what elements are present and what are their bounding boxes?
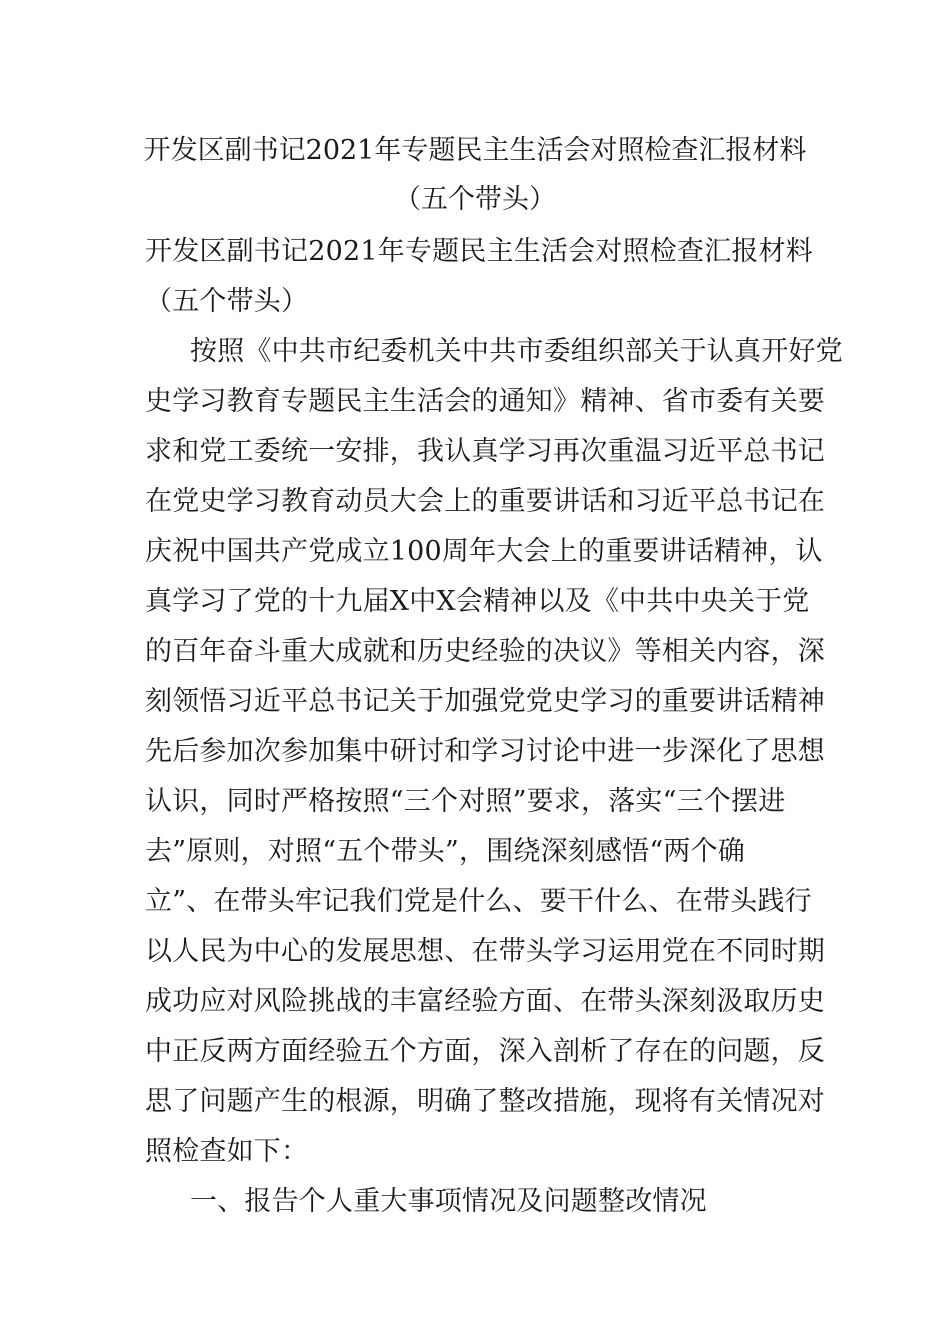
body-line: 去”原则，对照“五个带头”，围绕深刻感悟“两个确 bbox=[145, 836, 746, 867]
body-line: 刻领悟习近平总书记关于加强党党史学习的重要讲话精神 bbox=[145, 686, 825, 717]
document-title-line-2: （五个带头） bbox=[394, 184, 556, 215]
body-line: 立”、在带头牢记我们党是什么、要干什么、在带头践行 bbox=[145, 886, 812, 917]
document-subtitle-line-1: 开发区副书记2021年专题民主生活会对照检查汇报材料 bbox=[145, 236, 813, 267]
body-line: 史学习教育专题民主生活会的通知》精神、省市委有关要 bbox=[145, 386, 825, 417]
body-line: 求和党工委统一安排，我认真学习再次重温习近平总书记 bbox=[145, 436, 825, 467]
body-line: 照检查如下： bbox=[145, 1136, 309, 1167]
document-subtitle-line-2: （五个带头） bbox=[145, 286, 309, 317]
body-line: 先后参加次参加集中研讨和学习讨论中进一步深化了思想 bbox=[145, 736, 825, 767]
body-line: 庆祝中国共产党成立100周年大会上的重要讲话精神，认 bbox=[145, 536, 823, 567]
section-heading: 一、报告个人重大事项情况及问题整改情况 bbox=[190, 1186, 707, 1217]
body-line: 按照《中共市纪委机关中共市委组织部关于认真开好党 bbox=[190, 336, 843, 367]
body-line: 以人民为中心的发展思想、在带头学习运用党在不同时期 bbox=[145, 936, 825, 967]
body-line: 思了问题产生的根源，明确了整改措施，现将有关情况对 bbox=[145, 1086, 825, 1117]
body-line: 中正反两方面经验五个方面，深入剖析了存在的问题，反 bbox=[145, 1036, 825, 1067]
document-title-line-1: 开发区副书记2021年专题民主生活会对照检查汇报材料 bbox=[143, 135, 807, 166]
body-line: 的百年奋斗重大成就和历史经验的决议》等相关内容，深 bbox=[145, 636, 825, 667]
body-line: 真学习了党的十九届X中X会精神以及《中共中央关于党 bbox=[145, 586, 810, 617]
body-line: 认识，同时严格按照“三个对照”要求，落实“三个摆进 bbox=[145, 786, 786, 817]
body-line: 在党史学习教育动员大会上的重要讲话和习近平总书记在 bbox=[145, 486, 825, 517]
body-line: 成功应对风险挑战的丰富经验方面、在带头深刻汲取历史 bbox=[145, 986, 825, 1017]
